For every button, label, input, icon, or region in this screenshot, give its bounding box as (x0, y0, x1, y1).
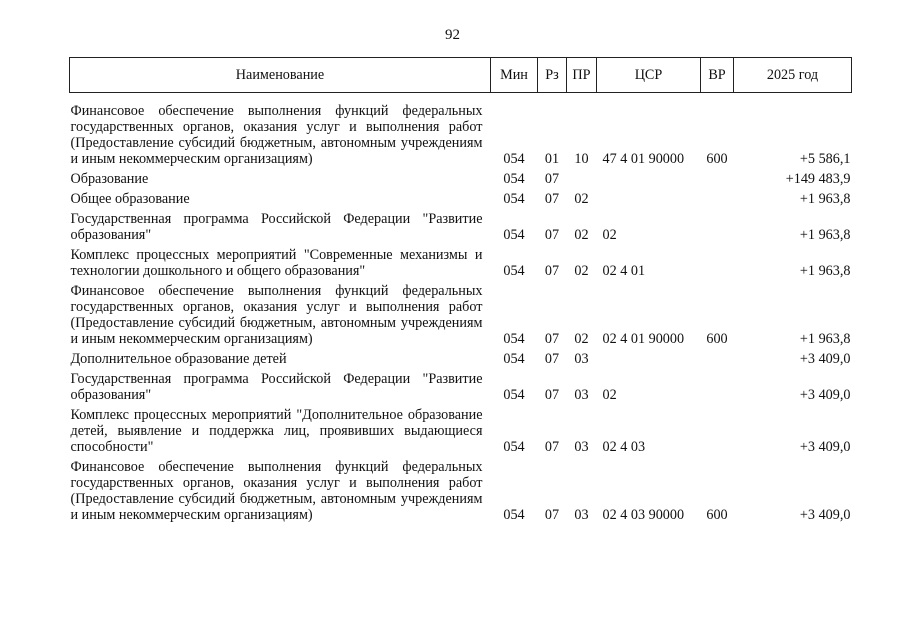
cell-vr (701, 167, 734, 187)
cell-rz: 07 (544, 263, 560, 279)
cell-min: 054 (503, 507, 525, 523)
cell-csr: 02 4 03 (602, 439, 646, 455)
cell-pr: 02 (574, 331, 589, 347)
table-row (70, 403, 852, 455)
cell-sum: +1 963,8 (799, 227, 851, 243)
budget-table (69, 57, 852, 523)
table-row (70, 167, 852, 187)
cell-name: Комплекс процессных мероприятий "Современные механизмы и технологии дошкольного и общего образования" (70, 247, 483, 279)
cell-csr (597, 187, 701, 207)
table-row (70, 243, 852, 279)
cell-csr (597, 347, 701, 367)
cell-sum: +3 409,0 (799, 351, 851, 367)
cell-rz: 01 (544, 151, 560, 167)
cell-pr: 02 (574, 191, 589, 207)
cell-csr: 02 (602, 227, 617, 243)
cell-sum: +149 483,9 (785, 171, 851, 187)
cell-pr: 03 (574, 351, 589, 367)
cell-vr (701, 207, 734, 243)
header-min: Мин (491, 58, 538, 93)
cell-pr: 03 (574, 507, 589, 523)
cell-min: 054 (503, 171, 525, 187)
cell-csr: 02 4 01 (602, 263, 646, 279)
table-row (70, 279, 852, 347)
cell-sum: +3 409,0 (799, 507, 851, 523)
cell-pr: 02 (574, 263, 589, 279)
cell-name: Финансовое обеспечение выполнения функций федеральных государственных органов, оказания услуг и выполнения работ (Предоставление субсидий бюджетным, автономным учреждениям и иным некоммерческим организациям) (70, 283, 483, 347)
cell-rz: 07 (544, 507, 560, 523)
cell-rz: 07 (544, 439, 560, 455)
cell-csr: 47 4 01 90000 (602, 151, 685, 167)
cell-rz: 07 (544, 331, 560, 347)
table-row (70, 207, 852, 243)
cell-min: 054 (503, 331, 525, 347)
cell-vr (701, 243, 734, 279)
table-header (70, 58, 852, 93)
cell-vr: 600 (706, 331, 728, 347)
table-row (70, 455, 852, 523)
cell-csr: 02 4 01 90000 (602, 331, 685, 347)
cell-sum: +5 586,1 (799, 151, 851, 167)
cell-name: Образование (70, 171, 149, 187)
cell-csr: 02 4 03 90000 (602, 507, 685, 523)
cell-min: 054 (503, 191, 525, 207)
cell-min: 054 (503, 351, 525, 367)
table-body (70, 93, 852, 524)
header-csr: ЦСР (597, 58, 701, 93)
cell-sum: +3 409,0 (799, 387, 851, 403)
cell-sum: +1 963,8 (799, 263, 851, 279)
cell-name: Общее образование (70, 191, 190, 207)
table-row (70, 367, 852, 403)
cell-min: 054 (503, 227, 525, 243)
cell-vr (701, 347, 734, 367)
cell-rz: 07 (544, 227, 560, 243)
cell-vr: 600 (706, 507, 728, 523)
cell-sum: +1 963,8 (799, 331, 851, 347)
header-rz: Рз (538, 58, 567, 93)
cell-name: Финансовое обеспечение выполнения функций федеральных государственных органов, оказания услуг и выполнения работ (Предоставление субсидий бюджетным, автономным учреждениям и иным некоммерческим организациям) (70, 459, 483, 523)
cell-pr: 02 (574, 227, 589, 243)
cell-name: Государственная программа Российской Федерации "Развитие образования" (70, 371, 483, 403)
cell-rz: 07 (544, 351, 560, 367)
cell-rz: 07 (544, 191, 560, 207)
page-number: 92 (445, 27, 460, 43)
cell-pr: 03 (574, 439, 589, 455)
cell-vr (701, 187, 734, 207)
header-name: Наименование (70, 58, 491, 93)
table-row (70, 347, 852, 367)
cell-name: Дополнительное образование детей (70, 351, 287, 367)
cell-csr (597, 167, 701, 187)
header-pr: ПР (567, 58, 597, 93)
cell-sum: +1 963,8 (799, 191, 851, 207)
cell-min: 054 (503, 263, 525, 279)
cell-min: 054 (503, 151, 525, 167)
cell-pr (567, 167, 597, 187)
cell-sum: +3 409,0 (799, 439, 851, 455)
cell-rz: 07 (544, 387, 560, 403)
cell-name: Государственная программа Российской Федерации "Развитие образования" (70, 211, 483, 243)
cell-pr: 03 (574, 387, 589, 403)
cell-vr (701, 403, 734, 455)
cell-name: Комплекс процессных мероприятий "Дополнительное образование детей, выявление и поддержка лиц, проявивших выдающиеся способности" (70, 407, 483, 455)
cell-csr: 02 (602, 387, 617, 403)
table-row (70, 187, 852, 207)
cell-rz: 07 (544, 171, 560, 187)
cell-min: 054 (503, 439, 525, 455)
header-vr: ВР (701, 58, 734, 93)
cell-vr (701, 367, 734, 403)
header-sum: 2025 год (734, 58, 852, 93)
cell-min: 054 (503, 387, 525, 403)
cell-name: Финансовое обеспечение выполнения функций федеральных государственных органов, оказания услуг и выполнения работ (Предоставление субсидий бюджетным, автономным учреждениям и иным некоммерческим организациям) (70, 103, 483, 167)
table-row (70, 99, 852, 167)
cell-vr: 600 (706, 151, 728, 167)
cell-pr: 10 (574, 151, 589, 167)
